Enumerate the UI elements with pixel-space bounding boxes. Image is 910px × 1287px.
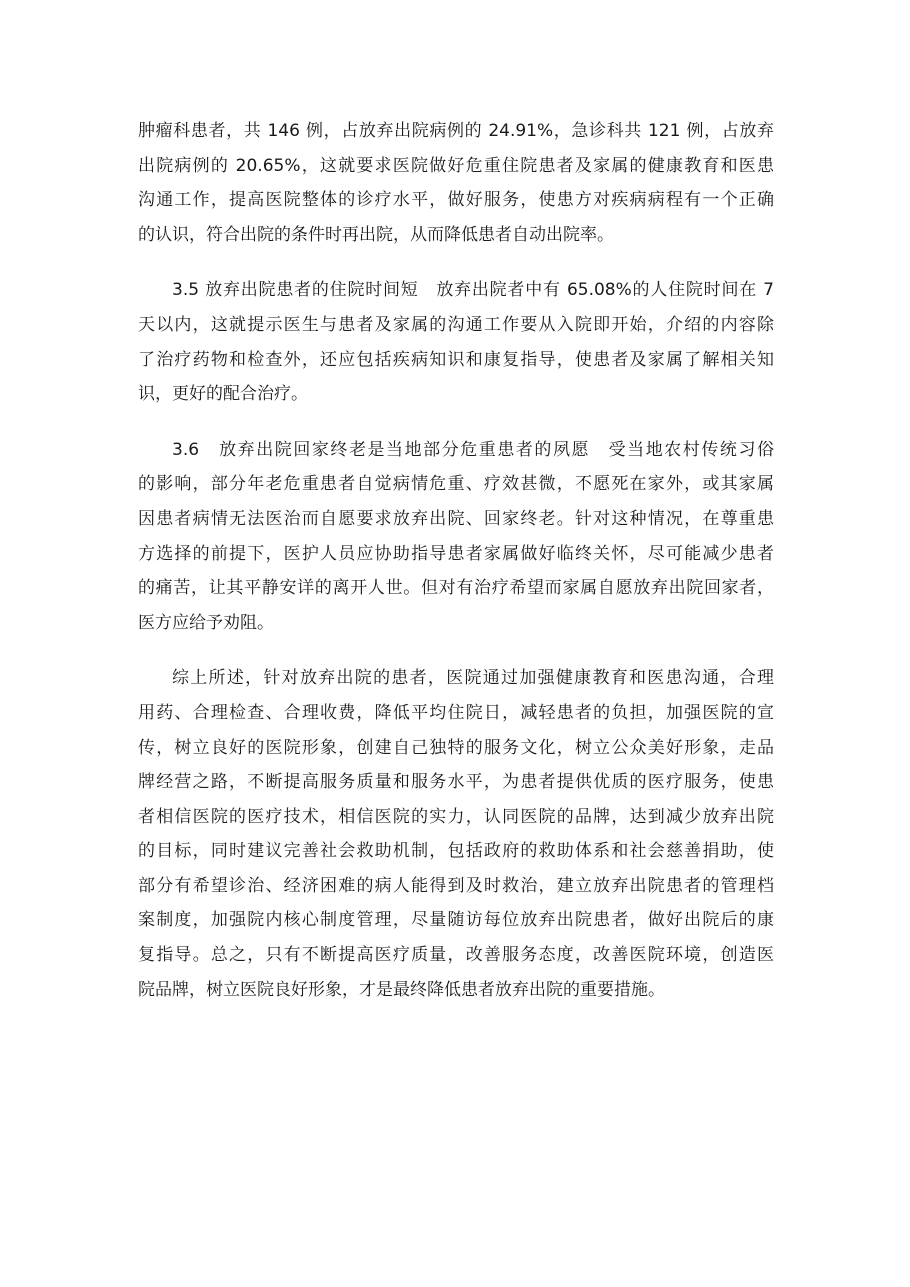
text-line: 因患者病情无法医治而自愿要求放弃出院、回家终老。针对这种情况，在尊重患: [138, 508, 774, 529]
paragraph-oncology-emergency: [138, 114, 774, 252]
text-line: 牌经营之路，不断提高服务质量和服务水平，为患者提供优质的医疗服务，使患: [138, 772, 774, 793]
text-line: 医方应给予劝阻。: [138, 612, 274, 633]
paragraph-conclusion: [138, 661, 774, 1007]
text-line: 用药、合理检查、合理收费，降低平均住院日，减轻患者的负担，加强医院的宣: [138, 702, 774, 723]
text-line: 方选择的前提下，医护人员应协助指导患者家属做好临终关怀，尽可能减少患者: [138, 543, 774, 564]
document-body: [138, 114, 774, 1028]
text-line: 天以内，这就提示医生与患者及家属的沟通工作要从入院即开始，介绍的内容除: [138, 314, 774, 335]
text-line: 部分有希望诊治、经济困难的病人能得到及时救治，建立放弃出院患者的管理档: [138, 875, 774, 896]
text-line: 综上所述，针对放弃出院的患者，医院通过加强健康教育和医患沟通，合理: [172, 668, 774, 689]
text-line: 复指导。总之，只有不断提高医疗质量，改善服务态度，改善医院环境，创造医: [138, 945, 774, 966]
text-line: 的痛苦，让其平静安详的离开人世。但对有治疗希望而家属自愿放弃出院回家者，: [138, 578, 774, 599]
text-line: 识，更好的配合治疗。: [138, 384, 308, 405]
paragraph-section-3-5: [138, 273, 774, 411]
text-line: 案制度，加强院内核心制度管理，尽量随访每位放弃出院患者，做好出院后的康: [138, 910, 774, 931]
text-line: 出院病例的 20.65%，这就要求医院做好危重住院患者及家属的健康教育和医患: [138, 155, 774, 176]
text-line: 肿瘤科患者，共 146 例，占放弃出院病例的 24.91%，急诊科共 121 例，占放弃: [138, 121, 774, 141]
text-line: 传，树立良好的医院形象，创建自己独特的服务文化，树立公众美好形象，走品: [138, 737, 774, 758]
text-line: 了治疗药物和检查外，还应包括疾病知识和康复指导，使患者及家属了解相关知: [138, 349, 774, 370]
text-line: 院品牌，树立医院良好形象，才是最终降低患者放弃出院的重要措施。: [138, 979, 665, 1000]
text-line: 的目标，同时建议完善社会救助机制，包括政府的救助体系和社会慈善捐助，使: [138, 841, 774, 862]
text-line: 的影响，部分年老危重患者自觉病情危重、疗效甚微，不愿死在家外，或其家属: [138, 474, 774, 495]
text-line: 者相信医院的医疗技术，相信医院的实力，认同医院的品牌，达到减少放弃出院: [138, 806, 774, 827]
section-heading-line: 3.6 放弃出院回家终老是当地部分危重患者的夙愿 受当地农村传统习俗: [172, 439, 774, 460]
text-line: 沟通工作，提高医院整体的诊疗水平，做好服务，使患方对疾病病程有一个正确: [138, 190, 774, 211]
section-heading-line: 3.5 放弃出院患者的住院时间短 放弃出院者中有 65.08%的人住院时间在 7: [172, 280, 774, 301]
text-line: 的认识，符合出院的条件时再出院，从而降低患者自动出院率。: [138, 224, 614, 245]
paragraph-section-3-6: [138, 433, 774, 641]
